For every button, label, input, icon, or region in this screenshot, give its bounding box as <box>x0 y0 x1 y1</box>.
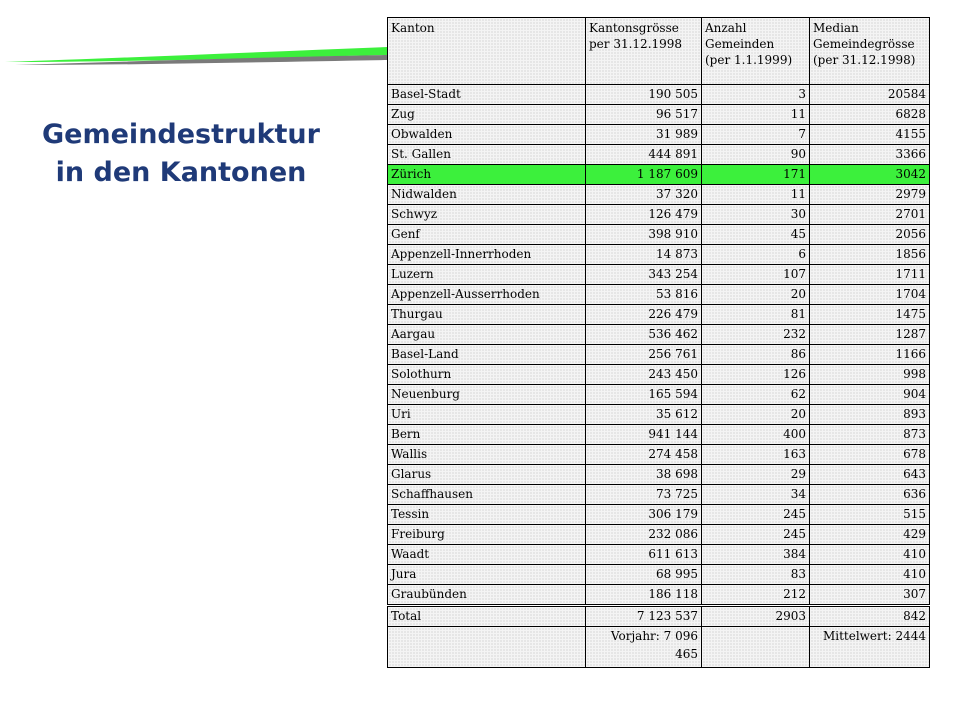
table-row <box>388 545 930 565</box>
cell-anzahl: 86 <box>702 345 810 365</box>
cell-median: 307 <box>810 585 930 606</box>
cell-kanton: Bern <box>388 425 586 445</box>
cell-median: 2056 <box>810 225 930 245</box>
header-kantonsgroesse: Kantonsgrösse per 31.12.1998 <box>586 18 702 85</box>
cell-kanton: Schaffhausen <box>388 485 586 505</box>
cell-anzahl: 30 <box>702 205 810 225</box>
cell-groesse: 226 479 <box>586 305 702 325</box>
cell-median: 515 <box>810 505 930 525</box>
table-row <box>388 145 930 165</box>
cell-median: 998 <box>810 365 930 385</box>
cell-median: 2701 <box>810 205 930 225</box>
cell-median: 1166 <box>810 345 930 365</box>
table-total-row <box>388 606 930 627</box>
total-label: Total <box>388 606 586 627</box>
cell-groesse: 444 891 <box>586 145 702 165</box>
table-row <box>388 125 930 145</box>
cell-median: 1287 <box>810 325 930 345</box>
cell-groesse: 611 613 <box>586 545 702 565</box>
table-row <box>388 365 930 385</box>
cell-kanton: Graubünden <box>388 585 586 606</box>
cell-groesse: 941 144 <box>586 425 702 445</box>
table-row <box>388 165 930 185</box>
table-row <box>388 305 930 325</box>
table-row <box>388 465 930 485</box>
cell-anzahl: 20 <box>702 285 810 305</box>
cell-anzahl: 107 <box>702 265 810 285</box>
cell-groesse: 274 458 <box>586 445 702 465</box>
page-title-line-2: in den Kantonen <box>55 157 307 188</box>
cell-kanton: Appenzell-Innerrhoden <box>388 245 586 265</box>
cell-median: 893 <box>810 405 930 425</box>
cell-kanton: Zug <box>388 105 586 125</box>
cell-median: 20584 <box>810 85 930 105</box>
cell-kanton: Uri <box>388 405 586 425</box>
cell-kanton: Appenzell-Ausserrhoden <box>388 285 586 305</box>
cell-groesse: 96 517 <box>586 105 702 125</box>
table-row <box>388 345 930 365</box>
table-row <box>388 245 930 265</box>
table-row <box>388 405 930 425</box>
cell-anzahl: 232 <box>702 325 810 345</box>
cell-median: 3042 <box>810 165 930 185</box>
cell-anzahl: 90 <box>702 145 810 165</box>
cell-kanton: Solothurn <box>388 365 586 385</box>
cell-anzahl: 163 <box>702 445 810 465</box>
cell-kanton: Freiburg <box>388 525 586 545</box>
cell-anzahl: 3 <box>702 85 810 105</box>
cell-groesse: 186 118 <box>586 585 702 606</box>
cell-anzahl: 245 <box>702 525 810 545</box>
cell-groesse: 68 995 <box>586 565 702 585</box>
cell-median: 410 <box>810 545 930 565</box>
cell-anzahl: 34 <box>702 485 810 505</box>
table-row <box>388 185 930 205</box>
cell-kanton: Zürich <box>388 165 586 185</box>
table-row <box>388 485 930 505</box>
table-row <box>388 505 930 525</box>
cell-anzahl: 62 <box>702 385 810 405</box>
cell-median: 643 <box>810 465 930 485</box>
table-row <box>388 205 930 225</box>
cell-kanton: Nidwalden <box>388 185 586 205</box>
total-median: 842 <box>810 606 930 627</box>
cell-median: 2979 <box>810 185 930 205</box>
cell-kanton: Genf <box>388 225 586 245</box>
cell-anzahl: 11 <box>702 105 810 125</box>
table-row <box>388 85 930 105</box>
cell-kanton: Tessin <box>388 505 586 525</box>
cell-anzahl: 11 <box>702 185 810 205</box>
table-row <box>388 425 930 445</box>
cell-median: 678 <box>810 445 930 465</box>
cell-groesse: 190 505 <box>586 85 702 105</box>
cell-groesse: 398 910 <box>586 225 702 245</box>
table-row <box>388 385 930 405</box>
cell-groesse: 165 594 <box>586 385 702 405</box>
cell-groesse: 343 254 <box>586 265 702 285</box>
cell-anzahl: 212 <box>702 585 810 606</box>
mittelwert-value: Mittelwert: 2444 <box>810 627 930 668</box>
extra-empty-cell-2 <box>702 627 810 668</box>
table-row <box>388 525 930 545</box>
cell-anzahl: 29 <box>702 465 810 485</box>
cell-anzahl: 400 <box>702 425 810 445</box>
cell-median: 1856 <box>810 245 930 265</box>
cell-anzahl: 7 <box>702 125 810 145</box>
cell-anzahl: 384 <box>702 545 810 565</box>
cell-kanton: Obwalden <box>388 125 586 145</box>
table-row <box>388 565 930 585</box>
cell-median: 410 <box>810 565 930 585</box>
total-groesse: 7 123 537 <box>586 606 702 627</box>
cell-groesse: 73 725 <box>586 485 702 505</box>
page-title-line-1: Gemeindestruktur <box>42 119 320 150</box>
table-row <box>388 325 930 345</box>
cell-groesse: 126 479 <box>586 205 702 225</box>
cell-median: 904 <box>810 385 930 405</box>
cell-median: 1711 <box>810 265 930 285</box>
extra-empty-cell <box>388 627 586 668</box>
cell-groesse: 536 462 <box>586 325 702 345</box>
cell-groesse: 35 612 <box>586 405 702 425</box>
cell-groesse: 256 761 <box>586 345 702 365</box>
cell-median: 1704 <box>810 285 930 305</box>
cell-kanton: Aargau <box>388 325 586 345</box>
table-header-row <box>388 18 930 85</box>
cell-kanton: Wallis <box>388 445 586 465</box>
header-anzahl-gemeinden: Anzahl Gemeinden (per 1.1.1999) <box>702 18 810 85</box>
cell-median: 3366 <box>810 145 930 165</box>
header-kanton: Kanton <box>388 18 586 85</box>
cell-median: 4155 <box>810 125 930 145</box>
table-row <box>388 285 930 305</box>
cell-anzahl: 20 <box>702 405 810 425</box>
cell-anzahl: 126 <box>702 365 810 385</box>
cell-groesse: 31 989 <box>586 125 702 145</box>
cell-groesse: 53 816 <box>586 285 702 305</box>
cell-kanton: Basel-Land <box>388 345 586 365</box>
header-median-gemeindegroesse: Median Gemeindegrösse (per 31.12.1998) <box>810 18 930 85</box>
canton-table-container <box>387 17 929 668</box>
table-extra-row <box>388 627 930 668</box>
cell-groesse: 243 450 <box>586 365 702 385</box>
cell-median: 636 <box>810 485 930 505</box>
cell-kanton: Thurgau <box>388 305 586 325</box>
cell-kanton: Jura <box>388 565 586 585</box>
cell-anzahl: 6 <box>702 245 810 265</box>
cell-groesse: 1 187 609 <box>586 165 702 185</box>
cell-groesse: 38 698 <box>586 465 702 485</box>
cell-median: 873 <box>810 425 930 445</box>
cell-kanton: Glarus <box>388 465 586 485</box>
cell-groesse: 232 086 <box>586 525 702 545</box>
table-row <box>388 225 930 245</box>
cell-anzahl: 83 <box>702 565 810 585</box>
cell-kanton: Waadt <box>388 545 586 565</box>
cell-anzahl: 81 <box>702 305 810 325</box>
cell-groesse: 306 179 <box>586 505 702 525</box>
cell-groesse: 14 873 <box>586 245 702 265</box>
cell-kanton: St. Gallen <box>388 145 586 165</box>
page-title <box>20 116 342 192</box>
cell-anzahl: 171 <box>702 165 810 185</box>
cell-kanton: Neuenburg <box>388 385 586 405</box>
cell-kanton: Luzern <box>388 265 586 285</box>
table-row <box>388 445 930 465</box>
table-row <box>388 585 930 606</box>
cell-kanton: Schwyz <box>388 205 586 225</box>
cell-groesse: 37 320 <box>586 185 702 205</box>
table-row <box>388 105 930 125</box>
total-anzahl: 2903 <box>702 606 810 627</box>
canton-table <box>387 17 930 668</box>
cell-median: 429 <box>810 525 930 545</box>
cell-anzahl: 245 <box>702 505 810 525</box>
vorjahr-value: Vorjahr: 7 096 465 <box>586 627 702 668</box>
cell-anzahl: 45 <box>702 225 810 245</box>
cell-median: 1475 <box>810 305 930 325</box>
cell-median: 6828 <box>810 105 930 125</box>
table-row <box>388 265 930 285</box>
cell-kanton: Basel-Stadt <box>388 85 586 105</box>
